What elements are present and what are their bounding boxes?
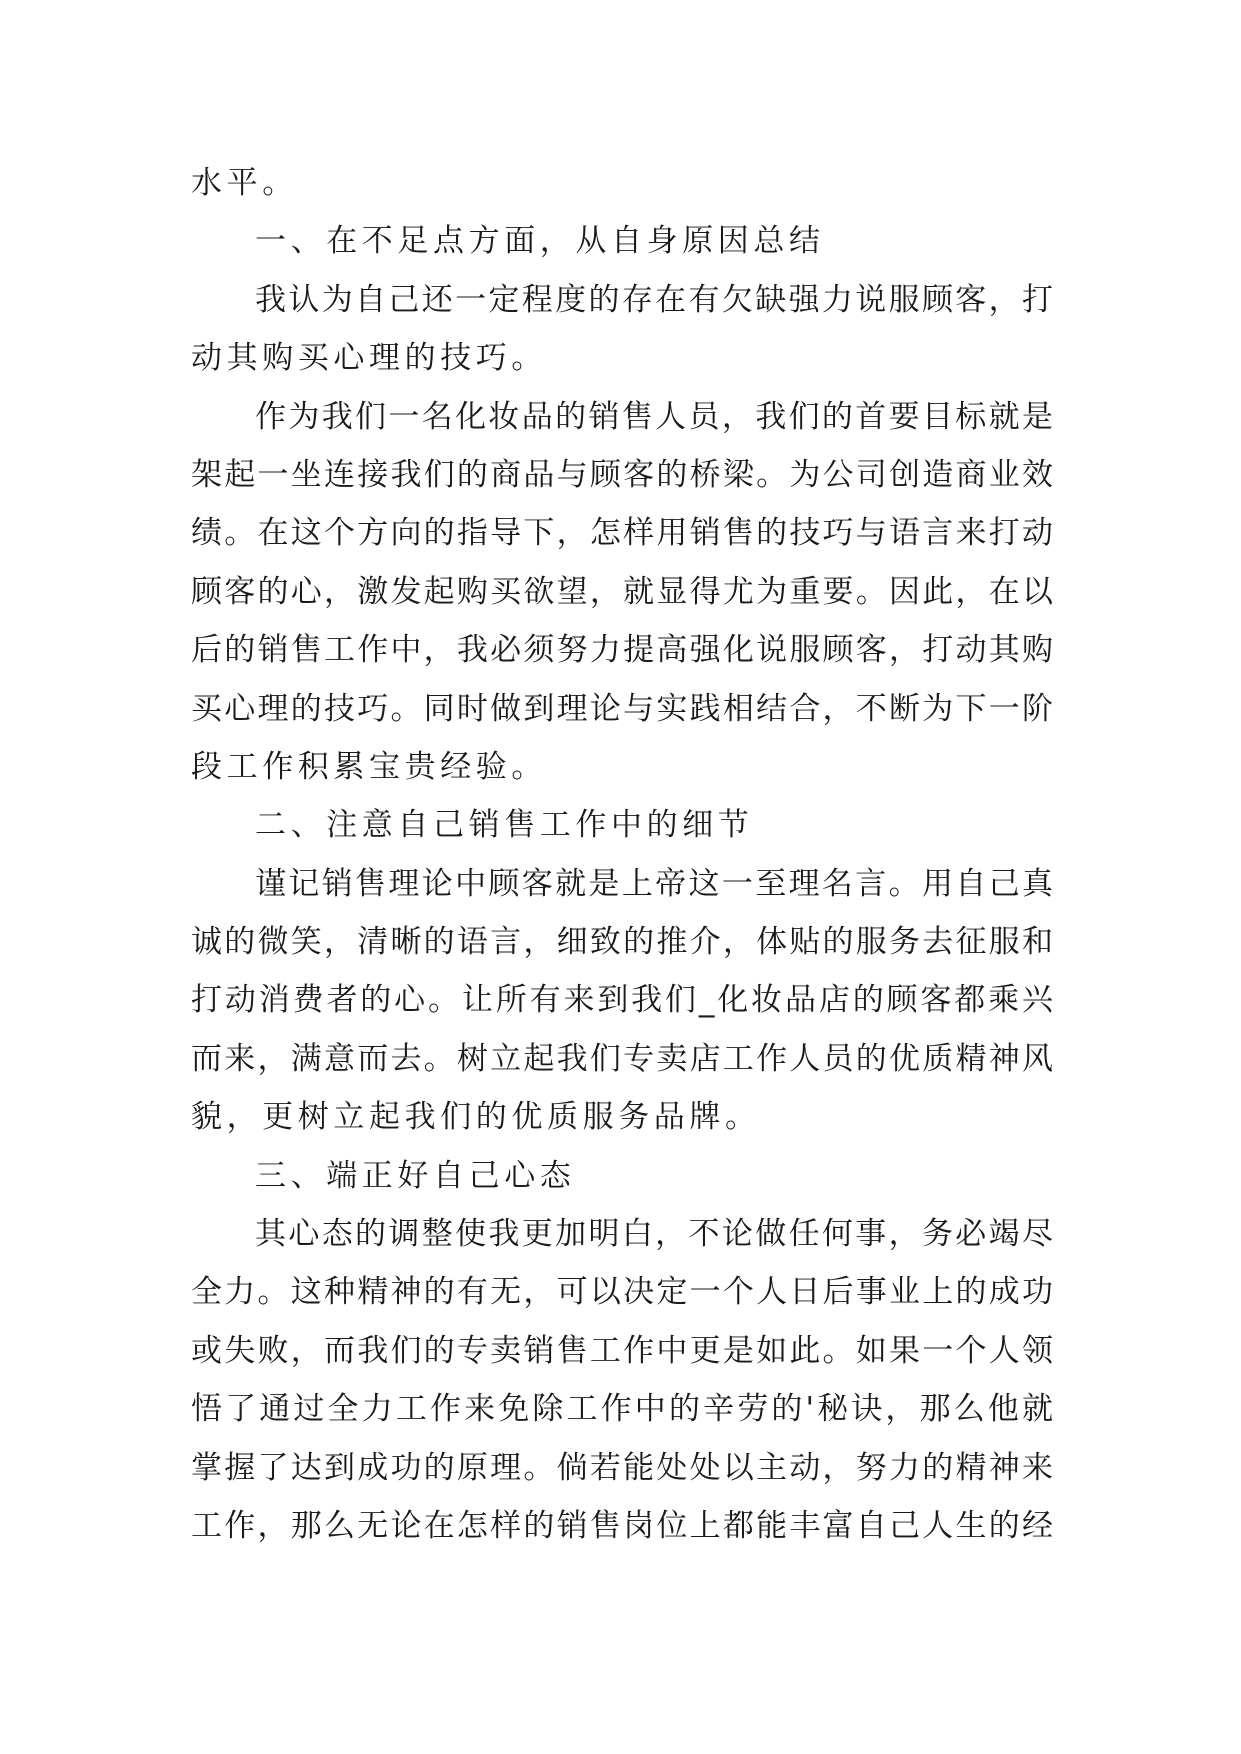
text-line-7: 绩。在这个方向的指导下，怎样用销售的技巧与语言来打动 — [191, 515, 1053, 552]
text-line-13: 谨记销售理论中顾客就是上帝这一至理名言。用自己真 — [255, 865, 1053, 902]
text-line-22: 悟了通过全力工作来免除工作中的辛劳的'秘诀，那么他就 — [191, 1391, 1053, 1428]
text-line-4: 动其购买心理的技巧。 — [191, 340, 547, 377]
text-line-5: 作为我们一名化妆品的销售人员，我们的首要目标就是 — [255, 398, 1053, 435]
section-heading-2: 二、注意自己销售工作中的细节 — [255, 807, 754, 844]
section-heading-1: 一、在不足点方面，从自身原因总结 — [255, 223, 825, 260]
text-line-11: 段工作积累宝贵经验。 — [191, 748, 547, 785]
text-line-10: 买心理的技巧。同时做到理论与实践相结合，不断为下一阶 — [191, 690, 1053, 727]
text-line-9: 后的销售工作中，我必须努力提高强化说服顾客，打动其购 — [191, 632, 1053, 669]
text-line-19: 其心态的调整使我更加明白，不论做任何事，务必竭尽 — [255, 1216, 1053, 1253]
text-line-20: 全力。这种精神的有无，可以决定一个人日后事业上的成功 — [191, 1274, 1053, 1311]
document-body — [191, 154, 1053, 1555]
section-heading-3: 三、端正好自己心态 — [255, 1157, 576, 1194]
text-line-6: 架起一坐连接我们的商品与顾客的桥梁。为公司创造商业效 — [191, 456, 1053, 493]
text-line-24: 工作，那么无论在怎样的销售岗位上都能丰富自己人生的经 — [191, 1507, 1053, 1544]
text-line-21: 或失败，而我们的专卖销售工作中更是如此。如果一个人领 — [191, 1332, 1053, 1369]
text-line-17: 貌，更树立起我们的优质服务品牌。 — [191, 1099, 761, 1136]
text-line-14: 诚的微笑，清晰的语言，细致的推介，体贴的服务去征服和 — [191, 924, 1053, 961]
text-line-1: 水平。 — [191, 165, 298, 201]
text-line-16: 而来，满意而去。树立起我们专卖店工作人员的优质精神风 — [191, 1040, 1053, 1077]
text-line-8: 顾客的心，激发起购买欲望，就显得尤为重要。因此，在以 — [191, 573, 1053, 610]
text-line-3: 我认为自己还一定程度的存在有欠缺强力说服顾客，打 — [255, 281, 1053, 318]
text-line-15: 打动消费者的心。让所有来到我们_化妆品店的顾客都乘兴 — [191, 982, 1053, 1019]
text-line-23: 掌握了达到成功的原理。倘若能处处以主动，努力的精神来 — [191, 1449, 1053, 1486]
